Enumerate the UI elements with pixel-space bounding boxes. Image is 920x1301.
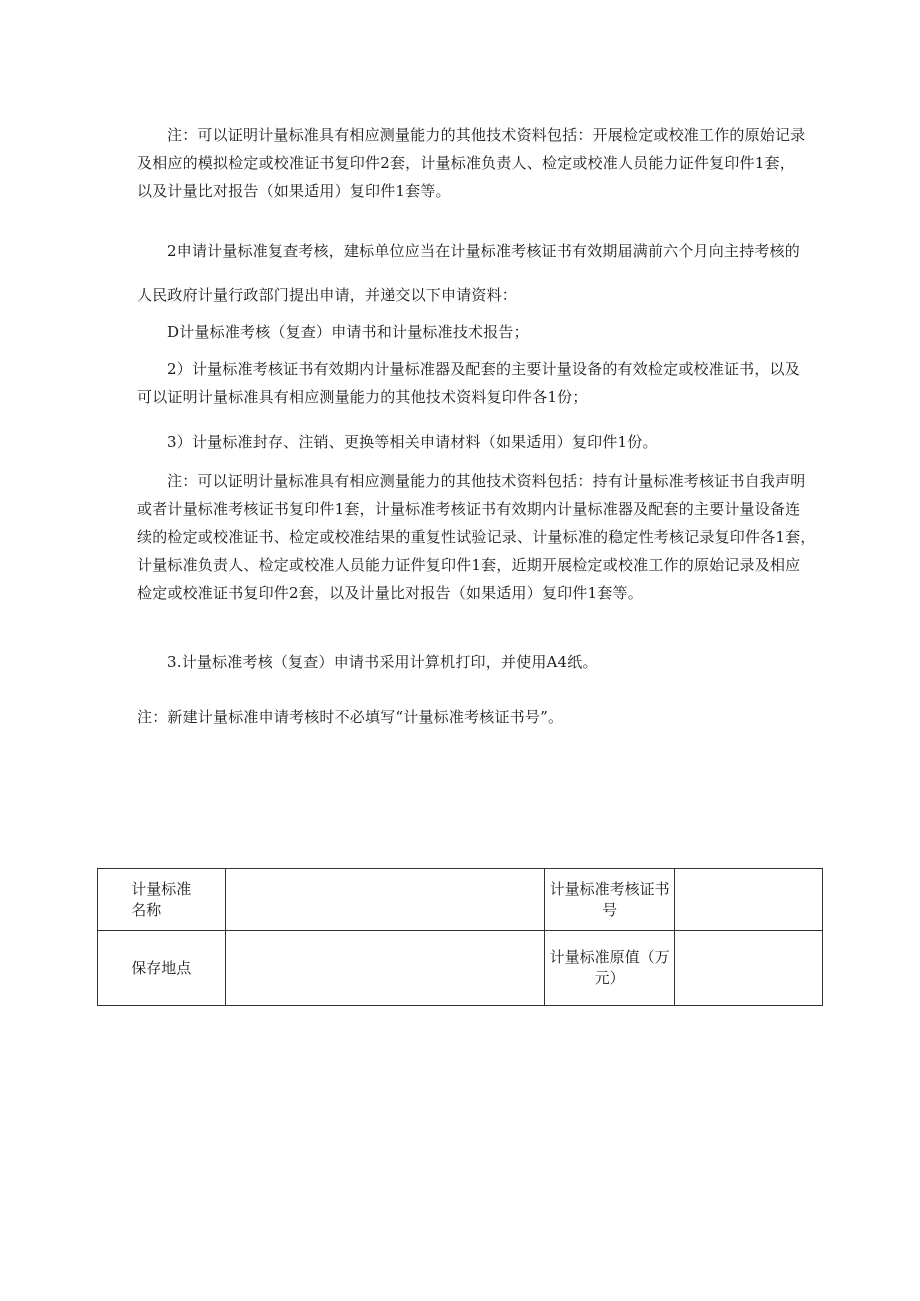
text-line: 以及计量比对报告（如果适用）复印件1套等。 bbox=[137, 182, 451, 200]
text-line: 检定或校准证书复印件2套，以及计量比对报告（如果适用）复印件1套等。 bbox=[137, 584, 643, 602]
original-value-field[interactable] bbox=[675, 931, 823, 1006]
text-line: 续的检定或校准证书、检定或校准结果的重复性试验记录、计量标准的稳定性考核记录复印件各1套， bbox=[137, 528, 816, 546]
note-paragraph-1 bbox=[137, 121, 827, 205]
final-note bbox=[137, 703, 827, 731]
text-line: 3）计量标准封存、注销、更换等相关申请材料（如果适用）复印件1份。 bbox=[167, 433, 658, 451]
standard-name-label bbox=[131, 879, 191, 921]
certificate-number-label-cell bbox=[544, 869, 675, 931]
original-value-label-cell bbox=[544, 931, 675, 1006]
table-row bbox=[98, 931, 823, 1006]
list-item-2 bbox=[137, 355, 827, 411]
storage-location-label-cell bbox=[98, 931, 226, 1006]
certificate-number-label bbox=[550, 879, 670, 921]
certificate-number-field[interactable] bbox=[675, 869, 823, 931]
label-line: 元） bbox=[594, 969, 625, 987]
text-line: 注：新建计量标准申请考核时不必填写“计量标准考核证书号”。 bbox=[137, 708, 564, 726]
label-line: 计量标准考核证书 bbox=[549, 879, 670, 898]
label-line: 号 bbox=[602, 900, 618, 919]
text-line: 可以证明计量标准具有相应测量能力的其他技术资料复印件各1份； bbox=[137, 388, 588, 406]
table-row bbox=[98, 869, 823, 931]
text-line: 或者计量标准考核证书复印件1套，计量标准考核证书有效期内计量标准器及配套的主要计量设备连 bbox=[137, 500, 801, 518]
section-2-paragraph bbox=[137, 237, 827, 265]
text-line: 注：可以证明计量标准具有相应测量能力的其他技术资料包括：持有计量标准考核证书自我声明 bbox=[167, 472, 806, 490]
storage-location-label: 保存地点 bbox=[131, 958, 192, 977]
text-line: D计量标准考核（复查）申请书和计量标准技术报告； bbox=[167, 323, 529, 341]
label-line: 计量标准原值（万 bbox=[549, 948, 670, 966]
text-line: 人民政府计量行政部门提出申请，并递交以下申请资料： bbox=[137, 286, 518, 304]
text-line: 2申请计量标准复查考核，建标单位应当在计量标准考核证书有效期届满前六个月向主持考核的 bbox=[167, 242, 800, 260]
text-line: 及相应的模拟检定或校准证书复印件2套，计量标准负责人、检定或校准人员能力证件复印件1套， bbox=[137, 154, 795, 172]
standard-info-table bbox=[97, 868, 823, 1006]
section-3-paragraph bbox=[137, 648, 827, 676]
label-line: 名称 bbox=[131, 900, 162, 919]
list-item-3 bbox=[137, 428, 827, 456]
storage-location-field[interactable] bbox=[225, 931, 544, 1006]
standard-name-label-cell bbox=[98, 869, 226, 931]
text-line: 注：可以证明计量标准具有相应测量能力的其他技术资料包括：开展检定或校准工作的原始记录 bbox=[167, 126, 806, 144]
text-line: 2）计量标准考核证书有效期内计量标准器及配套的主要计量设备的有效检定或校准证书，以及 bbox=[167, 360, 800, 378]
original-value-label bbox=[550, 947, 670, 989]
standard-name-field[interactable] bbox=[225, 869, 544, 931]
text-line: 3.计量标准考核（复查）申请书采用计算机打印，并使用A4纸。 bbox=[167, 653, 598, 671]
label-line: 计量标准 bbox=[131, 879, 192, 898]
note-paragraph-2 bbox=[137, 467, 827, 607]
list-item-1 bbox=[137, 318, 827, 346]
text-line: 计量标准负责人、检定或校准人员能力证件复印件1套，近期开展检定或校准工作的原始记录及相应 bbox=[137, 556, 801, 574]
section-2-paragraph-cont bbox=[137, 281, 827, 309]
